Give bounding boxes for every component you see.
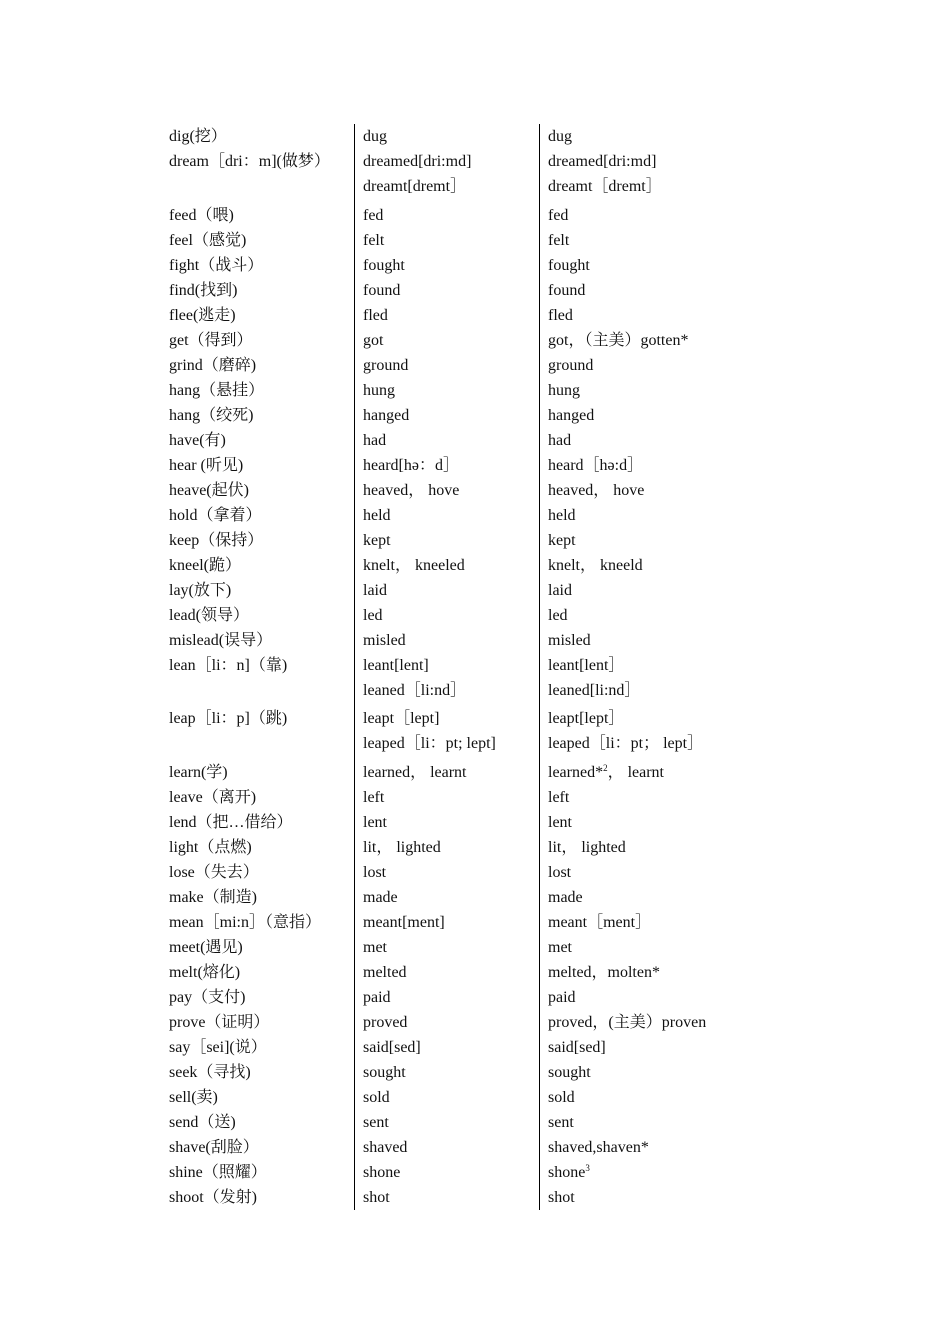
base-form-cell <box>166 985 355 1010</box>
table-row <box>166 653 728 703</box>
table-row <box>166 1185 728 1210</box>
verb-form-text: heard[hə：d］ <box>363 456 459 474</box>
table-row <box>166 1010 728 1035</box>
verb-form-text: said[sed] <box>363 1038 421 1056</box>
verb-form-text: seek（寻找) <box>169 1063 251 1081</box>
past-participle-cell <box>540 253 729 278</box>
table-row <box>166 1060 728 1085</box>
verb-form-text: shot <box>548 1188 575 1206</box>
verb-form-text: ground <box>363 356 409 374</box>
past-participle-cell <box>540 653 729 703</box>
verb-form-text: fought <box>363 256 405 274</box>
table-row <box>166 203 728 228</box>
past-tense-cell <box>355 885 540 910</box>
verb-form-text: mislead(误导） <box>169 631 273 649</box>
verb-form-text: send（送) <box>169 1113 236 1131</box>
verb-form-text: dreamed[dri:md] <box>548 153 657 170</box>
verb-form-text: heave(起伏) <box>169 481 249 499</box>
verb-form-text: sell(卖) <box>169 1088 218 1106</box>
past-participle-cell <box>540 1035 729 1060</box>
past-tense-cell <box>355 1010 540 1035</box>
table-row <box>166 428 728 453</box>
verb-form-text: have(有) <box>169 431 226 449</box>
past-tense-cell <box>355 860 540 885</box>
base-form-cell <box>166 149 355 199</box>
past-participle-cell <box>540 203 729 228</box>
base-form-cell <box>166 1160 355 1185</box>
verb-form-text: heaved， hove <box>548 481 645 499</box>
past-participle-cell <box>540 553 729 578</box>
verb-form-text: knelt， kneeled <box>363 556 465 574</box>
verb-form-text: sought <box>548 1063 591 1081</box>
past-tense-cell <box>355 1135 540 1160</box>
verb-form-text: hold（拿着） <box>169 506 262 524</box>
verb-form-text: led <box>548 606 568 624</box>
past-participle-cell <box>540 328 729 353</box>
verb-form-text: shave(刮脸） <box>169 1138 259 1156</box>
past-participle-cell <box>540 935 729 960</box>
verb-form-text: dig(挖） <box>169 128 227 145</box>
verb-form-text: held <box>363 506 391 524</box>
verb-form-text: lend（把…借给） <box>169 813 293 831</box>
base-form-cell <box>166 303 355 328</box>
past-participle-cell <box>540 228 729 253</box>
verb-form-text: dream［dri：m](做梦） <box>169 153 330 170</box>
past-tense-cell <box>355 835 540 860</box>
verb-form-text: said[sed] <box>548 1038 606 1056</box>
table-row <box>166 706 728 756</box>
past-tense-cell <box>355 353 540 378</box>
verb-form-text: heard［hə:d］ <box>548 456 644 474</box>
base-form-cell <box>166 578 355 603</box>
verb-form-text: leapt［lept] <box>363 710 440 727</box>
table-row <box>166 985 728 1010</box>
verb-form-text: sold <box>363 1088 390 1106</box>
verb-form-text: lean［li：n]（靠) <box>169 656 288 674</box>
past-tense-cell <box>355 503 540 528</box>
table-row <box>166 328 728 353</box>
verb-form-text: dug <box>548 128 572 145</box>
past-tense-cell <box>355 403 540 428</box>
base-form-cell <box>166 706 355 756</box>
base-form-cell <box>166 228 355 253</box>
verb-form-text: leave（离开) <box>169 788 257 806</box>
verb-form-text: had <box>548 431 572 449</box>
base-form-cell <box>166 628 355 653</box>
verb-form-text: fled <box>363 306 388 324</box>
past-tense-cell <box>355 960 540 985</box>
past-participle-cell <box>540 403 729 428</box>
verb-form-text: got <box>363 331 384 349</box>
verb-form-text: meant[ment] <box>363 913 445 931</box>
past-participle-cell <box>540 1085 729 1110</box>
base-form-cell <box>166 328 355 353</box>
verb-form-text: kneel(跪） <box>169 556 241 574</box>
base-form-cell <box>166 553 355 578</box>
verb-form-text: kept <box>363 531 391 549</box>
verb-form-text: learn(学) <box>169 763 228 781</box>
past-tense-cell <box>355 1160 540 1185</box>
verb-form-text: shaved,shaven* <box>548 1138 649 1156</box>
table-row <box>166 453 728 478</box>
table-row <box>166 960 728 985</box>
table-row <box>166 124 728 149</box>
past-participle-cell <box>540 1010 729 1035</box>
base-form-cell <box>166 403 355 428</box>
table-row <box>166 253 728 278</box>
verb-form-text: lent <box>363 813 387 831</box>
base-form-cell <box>166 203 355 228</box>
base-form-cell <box>166 935 355 960</box>
past-tense-cell <box>355 203 540 228</box>
verb-form-text: proved，(主美）proven <box>548 1013 707 1031</box>
base-form-cell <box>166 1110 355 1135</box>
base-form-cell <box>166 810 355 835</box>
verb-form-text: mean［mi:n］（意指） <box>169 913 321 931</box>
past-participle-cell <box>540 528 729 553</box>
verb-form-text: hanged <box>548 406 595 424</box>
verb-form-text: lost <box>363 863 387 881</box>
verb-form-text: lent <box>548 813 572 831</box>
base-form-cell <box>166 428 355 453</box>
table-row <box>166 353 728 378</box>
verb-form-text: light（点燃) <box>169 838 252 856</box>
base-form-cell <box>166 528 355 553</box>
footnote-marker: 2 <box>603 762 608 773</box>
base-form-cell <box>166 885 355 910</box>
verb-form-text: say［sei](说） <box>169 1038 267 1056</box>
base-form-cell <box>166 653 355 703</box>
verb-form-text: pay（支付) <box>169 988 246 1006</box>
past-tense-cell <box>355 1060 540 1085</box>
past-participle-cell <box>540 860 729 885</box>
past-tense-cell <box>355 553 540 578</box>
verb-form-text: learned， learnt <box>363 763 467 781</box>
verb-form-text: made <box>363 888 398 906</box>
past-participle-cell <box>540 578 729 603</box>
verb-form-text: dug <box>363 128 387 145</box>
verb-form-text: fed <box>363 206 384 224</box>
verb-form-text: shoot（发射) <box>169 1188 258 1206</box>
verb-form-text: melted <box>363 963 407 981</box>
verb-form-text: hung <box>548 381 580 399</box>
past-tense-cell <box>355 278 540 303</box>
table-row <box>166 785 728 810</box>
verb-form-text: learned*$^2$， learnt <box>548 762 665 781</box>
verb-form-text: feel（感觉) <box>169 231 247 249</box>
past-participle-cell <box>540 503 729 528</box>
past-tense-cell <box>355 810 540 835</box>
verb-form-text: felt <box>548 231 570 249</box>
verb-form-text: shone <box>363 1163 401 1181</box>
verb-form-text: hanged <box>363 406 410 424</box>
verb-form-text: sent <box>548 1113 574 1131</box>
verb-form-text: fought <box>548 256 590 274</box>
verb-form-text: leaped［li：pt; lept] <box>363 735 496 752</box>
base-form-cell <box>166 960 355 985</box>
base-form-cell <box>166 353 355 378</box>
base-form-cell <box>166 835 355 860</box>
past-participle-cell <box>540 353 729 378</box>
verb-form-text: held <box>548 506 576 524</box>
past-participle-cell <box>540 1185 729 1210</box>
verb-form-text: keep（保持） <box>169 531 264 549</box>
past-tense-cell <box>355 628 540 653</box>
past-tense-cell <box>355 603 540 628</box>
irregular-verb-table <box>166 124 728 1210</box>
verb-form-text: leant[lent］ <box>548 656 625 674</box>
table-row <box>166 860 728 885</box>
base-form-cell <box>166 503 355 528</box>
verb-form-text: felt <box>363 231 385 249</box>
verb-form-text: ground <box>548 356 594 374</box>
verb-form-text: paid <box>363 988 391 1006</box>
past-participle-cell <box>540 910 729 935</box>
verb-form-text: had <box>363 431 387 449</box>
past-tense-cell <box>355 653 540 703</box>
past-participle-cell <box>540 1135 729 1160</box>
past-participle-cell <box>540 603 729 628</box>
past-participle-cell <box>540 960 729 985</box>
verb-form-text: dreamt[dremt］ <box>363 178 467 195</box>
past-tense-cell <box>355 328 540 353</box>
verb-form-text: hung <box>363 381 395 399</box>
verb-form-text: lose（失去） <box>169 863 259 881</box>
table-row <box>166 403 728 428</box>
past-participle-cell <box>540 124 729 149</box>
past-tense-cell <box>355 1185 540 1210</box>
table-row <box>166 303 728 328</box>
past-tense-cell <box>355 760 540 785</box>
past-tense-cell <box>355 149 540 199</box>
verb-form-text: shone$^3$ <box>548 1162 590 1181</box>
table-row <box>166 935 728 960</box>
past-tense-cell <box>355 124 540 149</box>
verb-form-text: grind（磨碎) <box>169 356 257 374</box>
verb-form-text: laid <box>548 581 572 599</box>
table-row <box>166 1135 728 1160</box>
past-participle-cell <box>540 149 729 199</box>
table-row <box>166 578 728 603</box>
table-row <box>166 835 728 860</box>
past-participle-cell <box>540 453 729 478</box>
verb-form-text: hang（悬挂） <box>169 381 265 399</box>
verb-form-text: sold <box>548 1088 575 1106</box>
table-row <box>166 1035 728 1060</box>
base-form-cell <box>166 278 355 303</box>
table-row <box>166 228 728 253</box>
past-tense-cell <box>355 985 540 1010</box>
verb-form-text: shine（照耀） <box>169 1163 267 1181</box>
base-form-cell <box>166 603 355 628</box>
verb-form-text: misled <box>363 631 406 649</box>
verb-form-text: left <box>548 788 570 806</box>
verb-form-text: left <box>363 788 385 806</box>
past-participle-cell <box>540 810 729 835</box>
verb-form-text: led <box>363 606 383 624</box>
past-participle-cell <box>540 478 729 503</box>
verb-form-text: meant［ment］ <box>548 913 652 931</box>
verb-form-text: fed <box>548 206 569 224</box>
verb-form-text: prove（证明） <box>169 1013 270 1031</box>
verb-form-text: hang（绞死) <box>169 406 254 424</box>
verb-form-text: made <box>548 888 583 906</box>
verb-form-text: sought <box>363 1063 406 1081</box>
past-tense-cell <box>355 253 540 278</box>
past-tense-cell <box>355 1110 540 1135</box>
table-row <box>166 378 728 403</box>
past-participle-cell <box>540 706 729 756</box>
table-row <box>166 628 728 653</box>
verb-form-text: hear (听见) <box>169 456 244 474</box>
past-participle-cell <box>540 1060 729 1085</box>
table-row <box>166 478 728 503</box>
past-participle-cell <box>540 628 729 653</box>
verb-form-text: lost <box>548 863 572 881</box>
verb-form-text: melted，molten* <box>548 963 660 981</box>
past-tense-cell <box>355 478 540 503</box>
verb-form-text: sent <box>363 1113 389 1131</box>
past-participle-cell <box>540 785 729 810</box>
verb-form-text: kept <box>548 531 576 549</box>
past-tense-cell <box>355 578 540 603</box>
verb-form-text: leaned[li:nd］ <box>548 681 641 699</box>
table-row <box>166 885 728 910</box>
past-tense-cell <box>355 228 540 253</box>
past-tense-cell <box>355 428 540 453</box>
verb-form-text: dreamt［dremt］ <box>548 178 662 195</box>
verb-form-text: make（制造) <box>169 888 257 906</box>
table-row <box>166 149 728 199</box>
past-tense-cell <box>355 378 540 403</box>
base-form-cell <box>166 378 355 403</box>
base-form-cell <box>166 1185 355 1210</box>
verb-form-text: paid <box>548 988 576 1006</box>
table-row <box>166 278 728 303</box>
past-tense-cell <box>355 910 540 935</box>
past-participle-cell <box>540 885 729 910</box>
base-form-cell <box>166 1010 355 1035</box>
base-form-cell <box>166 1035 355 1060</box>
past-participle-cell <box>540 1110 729 1135</box>
verb-form-text: leaned［li:nd］ <box>363 681 467 699</box>
verb-form-text: meet(遇见) <box>169 938 243 956</box>
table-row <box>166 1110 728 1135</box>
past-tense-cell <box>355 303 540 328</box>
table-row <box>166 528 728 553</box>
past-tense-cell <box>355 935 540 960</box>
verb-form-text: knelt， kneeld <box>548 556 643 574</box>
verb-form-text: misled <box>548 631 591 649</box>
verb-form-text: fled <box>548 306 573 324</box>
past-tense-cell <box>355 706 540 756</box>
table-row <box>166 760 728 785</box>
past-participle-cell <box>540 760 729 785</box>
base-form-cell <box>166 253 355 278</box>
verb-form-text: leap［li：p]（跳) <box>169 710 288 727</box>
table-row <box>166 910 728 935</box>
verb-form-text: heaved， hove <box>363 481 460 499</box>
verb-form-text: lit， lighted <box>363 838 441 856</box>
verb-form-text: found <box>363 281 401 299</box>
table-row <box>166 810 728 835</box>
verb-form-text: find(找到) <box>169 281 238 299</box>
table-row <box>166 1085 728 1110</box>
verb-form-text: lead(领导） <box>169 606 249 624</box>
verb-form-text: leapt[lept］ <box>548 710 625 727</box>
past-tense-cell <box>355 1085 540 1110</box>
base-form-cell <box>166 860 355 885</box>
verb-form-text: dreamed[dri:md] <box>363 153 472 170</box>
verb-form-text: flee(逃走) <box>169 306 236 324</box>
past-participle-cell <box>540 278 729 303</box>
base-form-cell <box>166 453 355 478</box>
verb-form-text: proved <box>363 1013 408 1031</box>
table-row <box>166 503 728 528</box>
past-participle-cell <box>540 303 729 328</box>
verb-form-text: lay(放下) <box>169 581 232 599</box>
past-tense-cell <box>355 1035 540 1060</box>
verb-form-text: shaved <box>363 1138 408 1156</box>
past-participle-cell <box>540 835 729 860</box>
verb-form-text: met <box>548 938 572 956</box>
past-participle-cell <box>540 985 729 1010</box>
verb-form-text: fight（战斗） <box>169 256 264 274</box>
base-form-cell <box>166 1085 355 1110</box>
verb-form-text: get（得到） <box>169 331 253 349</box>
verb-form-text: met <box>363 938 387 956</box>
footnote-marker: 3 <box>585 1162 590 1173</box>
base-form-cell <box>166 124 355 149</box>
table-row <box>166 553 728 578</box>
past-tense-cell <box>355 785 540 810</box>
table-row <box>166 603 728 628</box>
past-tense-cell <box>355 528 540 553</box>
base-form-cell <box>166 910 355 935</box>
base-form-cell <box>166 478 355 503</box>
verb-form-text: feed（喂) <box>169 206 234 224</box>
base-form-cell <box>166 760 355 785</box>
verb-form-text: laid <box>363 581 387 599</box>
base-form-cell <box>166 1135 355 1160</box>
verb-form-text: found <box>548 281 586 299</box>
verb-form-text: got，（主美）gotten* <box>548 331 689 349</box>
past-participle-cell <box>540 378 729 403</box>
table-row <box>166 1160 728 1185</box>
verb-form-text: lit， lighted <box>548 838 626 856</box>
past-participle-cell <box>540 1160 729 1185</box>
verb-form-text: melt(熔化) <box>169 963 241 981</box>
base-form-cell <box>166 785 355 810</box>
base-form-cell <box>166 1060 355 1085</box>
verb-form-text: shot <box>363 1188 390 1206</box>
past-tense-cell <box>355 453 540 478</box>
verb-form-text: leant[lent] <box>363 656 429 674</box>
verb-form-text: leaped［li：pt； lept］ <box>548 735 704 752</box>
past-participle-cell <box>540 428 729 453</box>
